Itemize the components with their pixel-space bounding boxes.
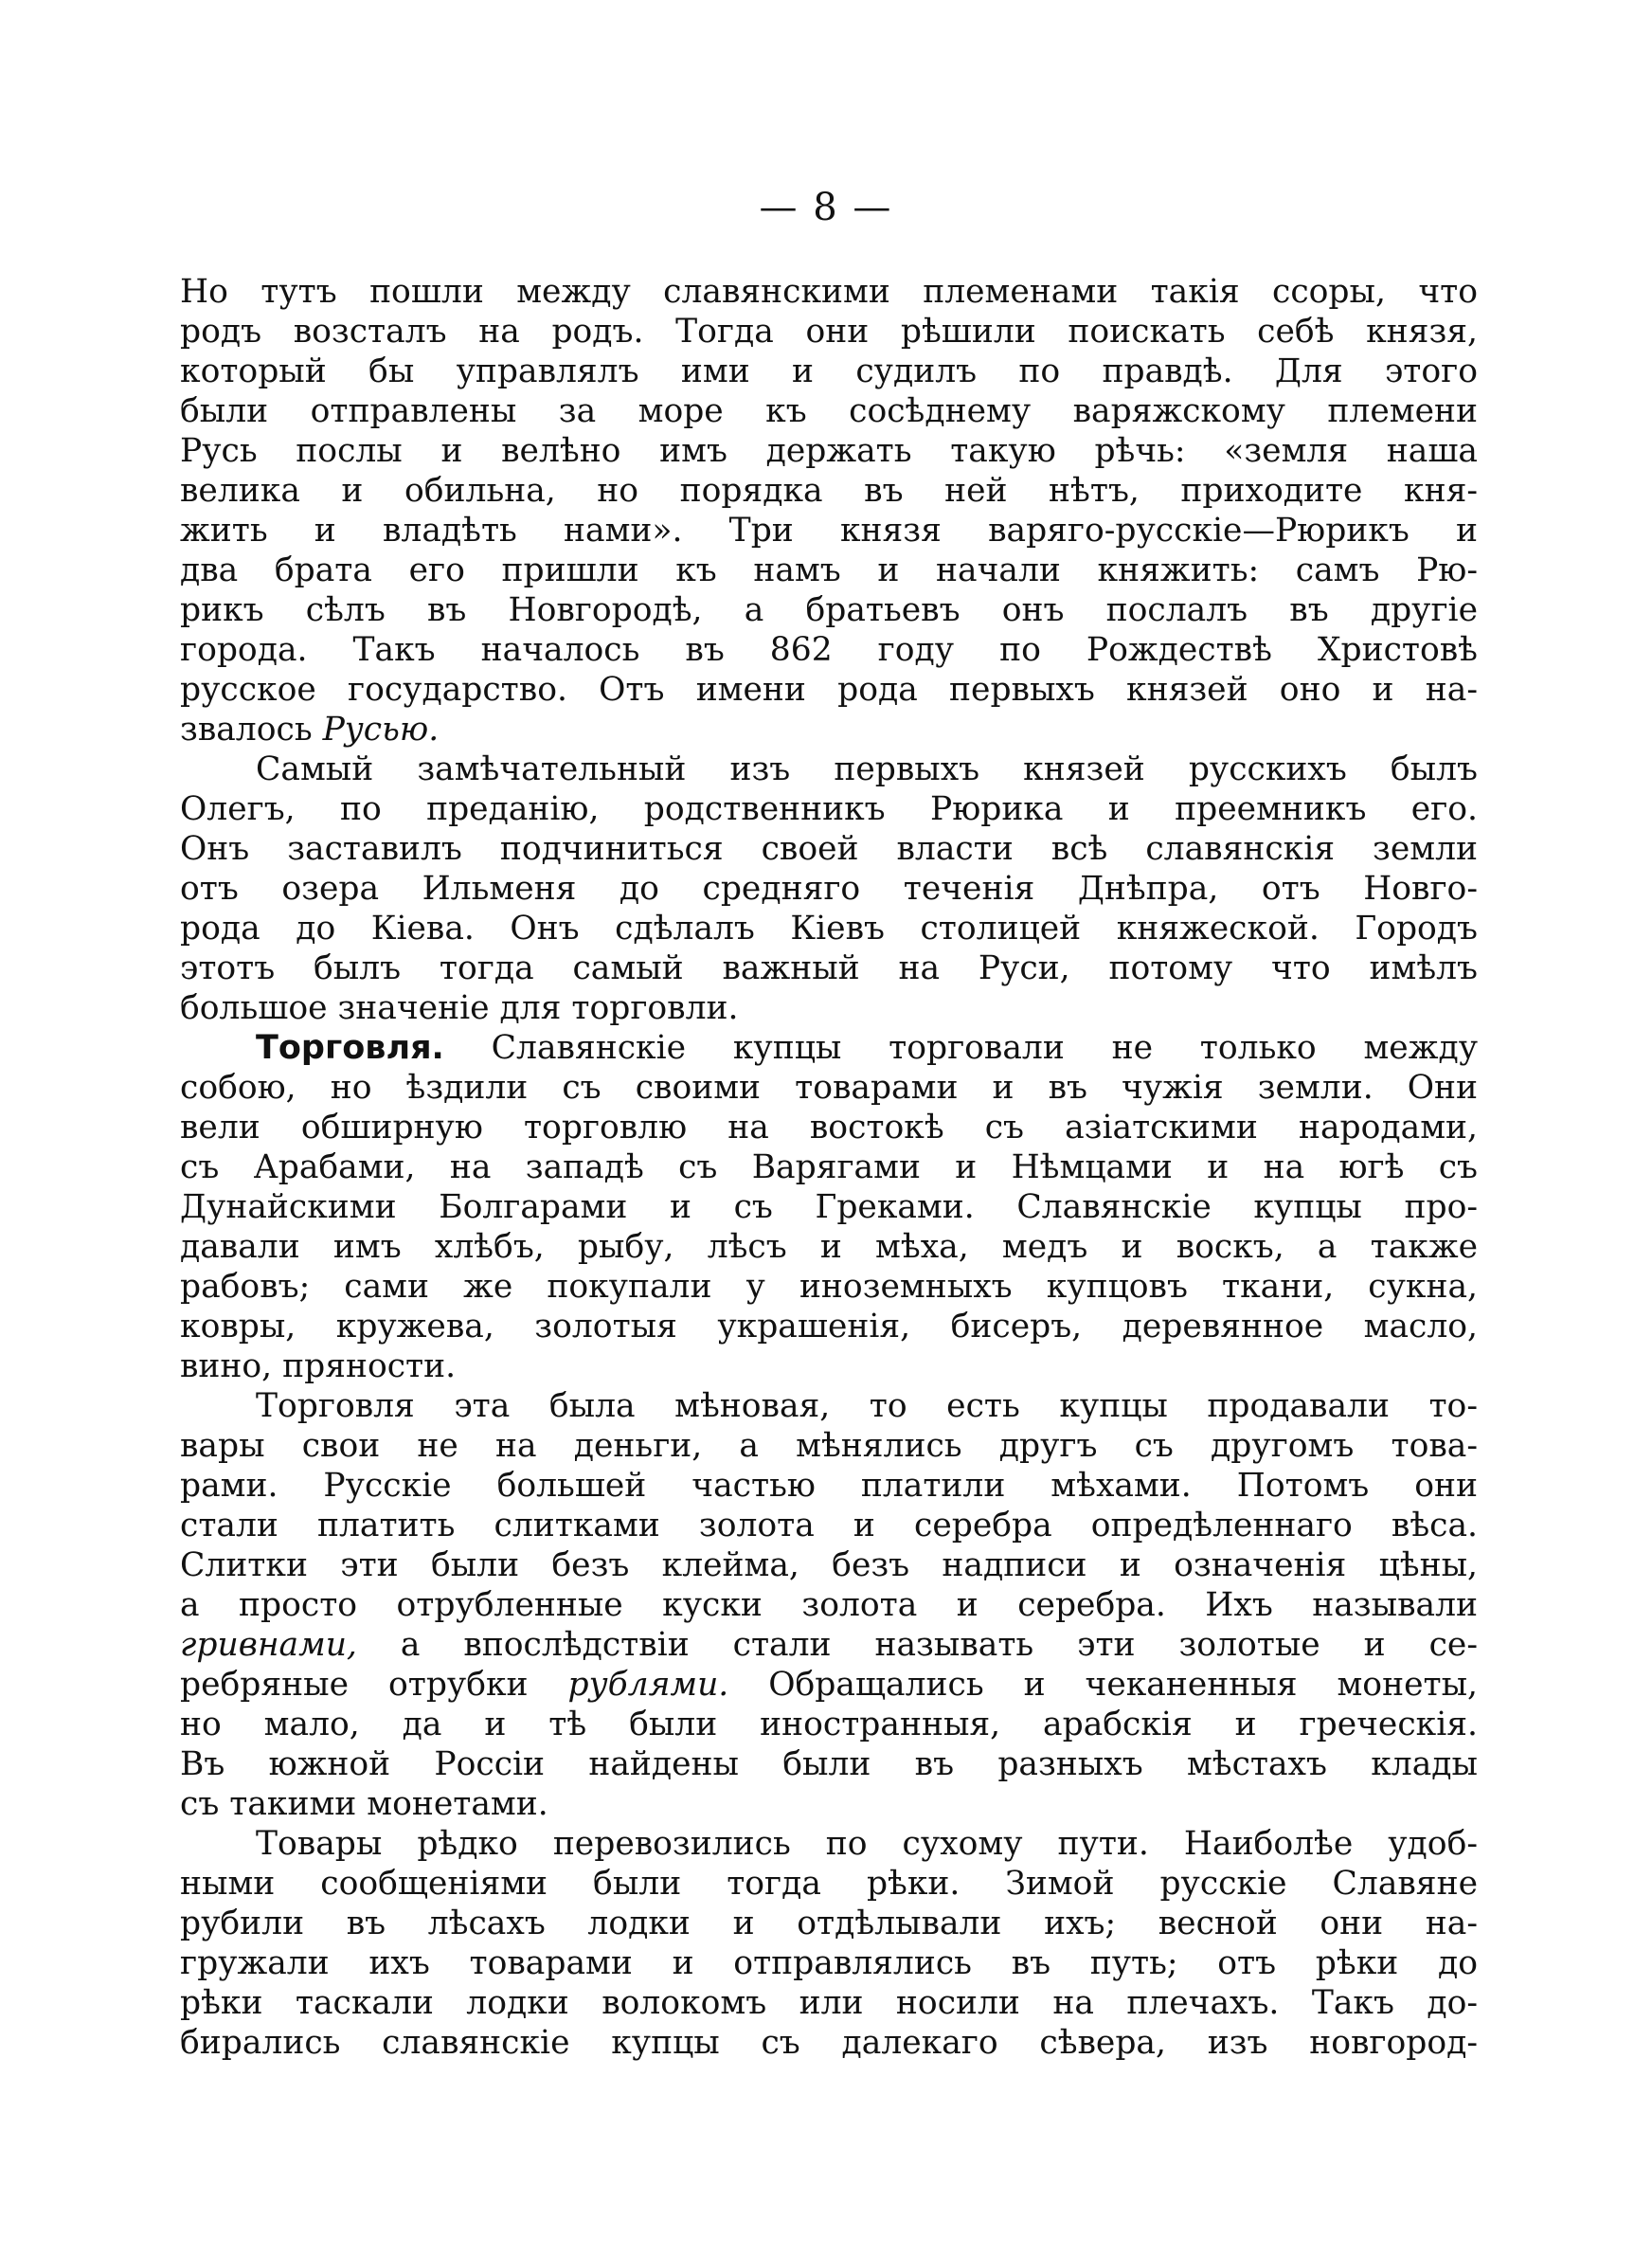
text-line: рубили въ лѣсахъ лодки и отдѣлывали ихъ; весной они на- xyxy=(180,1905,1478,1942)
text-line: давали имъ хлѣбъ, рыбу, лѣсъ и мѣха, медъ и воскъ, а также xyxy=(180,1228,1478,1266)
text-line: Дунайскими Болгарами и съ Греками. Славянскіе купцы про- xyxy=(180,1188,1478,1226)
text-segment: Обращались и чеканенныя монеты, xyxy=(768,1666,1478,1704)
text-line: рѣки таскали лодки волокомъ или носили на плечахъ. Такъ до- xyxy=(180,1984,1478,2022)
text-line: Онъ заставилъ подчиниться своей власти всѣ славянскія земли xyxy=(180,830,1478,868)
text-line: ными сообщеніями были тогда рѣки. Зимой русскіе Славяне xyxy=(180,1865,1478,1903)
text-line: Но тутъ пошли между славянскими племенами такія ссоры, что xyxy=(180,273,1478,311)
text-line: гружали ихъ товарами и отправлялись въ путь; отъ рѣки до xyxy=(180,1944,1478,1982)
text-line: велика и обильна, но порядка въ ней нѣтъ, приходите кня- xyxy=(180,472,1478,510)
text-line: жить и владѣть нами». Три князя варяго-русскіе—Рюрикъ и xyxy=(180,512,1478,550)
text-line: Самый замѣчательный изъ первыхъ князей русскихъ былъ xyxy=(256,750,1478,788)
text-line: который бы управлялъ ими и судилъ по правдѣ. Для этого xyxy=(180,352,1478,390)
italic-term: рублями. xyxy=(567,1666,729,1704)
text-line: Слитки эти были безъ клейма, безъ надписи и означенія цѣны, xyxy=(180,1546,1478,1584)
text-line xyxy=(180,1622,1478,1668)
text-segment: звалось xyxy=(180,711,313,749)
text-line: вары свои не на деньги, а мѣнялись другъ съ другомъ това- xyxy=(180,1427,1478,1465)
page-number: — 8 — xyxy=(759,186,893,229)
text-line: съ Арабами, на западѣ съ Варягами и Нѣмцами и на югѣ съ xyxy=(180,1148,1478,1186)
text-line: а просто отрубленные куски золота и серебра. Ихъ называли xyxy=(180,1586,1478,1624)
text-line: два брата его пришли къ намъ и начали княжить: самъ Рю- xyxy=(180,551,1478,589)
text-line: собою, но ѣздили съ своими товарами и въ чужія земли. Они xyxy=(180,1069,1478,1107)
section-heading: Торговля. xyxy=(256,1029,444,1067)
text-line: но мало, да и тѣ были иностранныя, арабскія и греческія. xyxy=(180,1706,1478,1743)
text-line xyxy=(180,707,1478,752)
text-line: вино, пряности. xyxy=(180,1347,457,1385)
text-line: города. Такъ началось въ 862 году по Рождествѣ Христовѣ xyxy=(180,631,1478,669)
text-line: вели обширную торговлю на востокѣ съ азіатскими народами, xyxy=(180,1109,1478,1147)
text-line: Въ южной Россіи найдены были въ разныхъ мѣстахъ клады xyxy=(180,1745,1478,1783)
text-line: отъ озера Ильменя до средняго теченія Днѣпра, отъ Новго- xyxy=(180,870,1478,908)
text-line: родъ возсталъ на родъ. Тогда они рѣшили поискать себѣ князя, xyxy=(180,313,1478,351)
text-segment: ребряные отрубки xyxy=(180,1666,529,1704)
text-line: рода до Кіева. Онъ сдѣлалъ Кіевъ столицей княжеской. Городъ xyxy=(180,910,1478,948)
text-line: рабовъ; сами же покупали у иноземныхъ купцовъ ткани, сукна, xyxy=(180,1268,1478,1306)
text-line: ковры, кружева, золотыя украшенія, бисеръ, деревянное масло, xyxy=(180,1308,1478,1345)
text-line: стали платить слитками золота и серебра опредѣленнаго вѣса. xyxy=(180,1507,1478,1544)
text-line: Товары рѣдко перевозились по сухому пути. Наиболѣе удоб- xyxy=(256,1825,1478,1863)
text-line: большое значеніе для торговли. xyxy=(180,989,739,1027)
text-line: бирались славянскіе купцы съ далекаго сѣвера, изъ новгород- xyxy=(180,2024,1478,2062)
text-segment: а впослѣдствіи стали называть эти золотые и се- xyxy=(400,1626,1478,1664)
italic-term: Русью. xyxy=(322,711,440,749)
text-line: Олегъ, по преданію, родственникъ Рюрика и преемникъ его. xyxy=(180,790,1478,828)
text-line: съ такими монетами. xyxy=(180,1785,548,1823)
text-line: русское государство. Отъ имени рода первыхъ князей оно и на- xyxy=(180,671,1478,709)
text-segment: Славянскіе купцы торговали не только между xyxy=(491,1029,1478,1067)
text-line xyxy=(180,1025,1478,1071)
text-line: Торговля эта была мѣновая, то есть купцы продавали то- xyxy=(256,1387,1478,1425)
text-line xyxy=(180,1662,1478,1707)
text-line: этотъ былъ тогда самый важный на Руси, потому что имѣлъ xyxy=(180,949,1478,987)
text-line: рикъ сѣлъ въ Новгородѣ, а братьевъ онъ послалъ въ другіе xyxy=(180,591,1478,629)
text-line: Русь послы и велѣно имъ держать такую рѣчь: «земля наша xyxy=(180,432,1478,470)
text-line: были отправлены за море къ сосѣднему варяжскому племени xyxy=(180,392,1478,430)
text-line: рами. Русскіе большей частью платили мѣхами. Потомъ они xyxy=(180,1467,1478,1505)
italic-term: гривнами, xyxy=(180,1626,357,1664)
